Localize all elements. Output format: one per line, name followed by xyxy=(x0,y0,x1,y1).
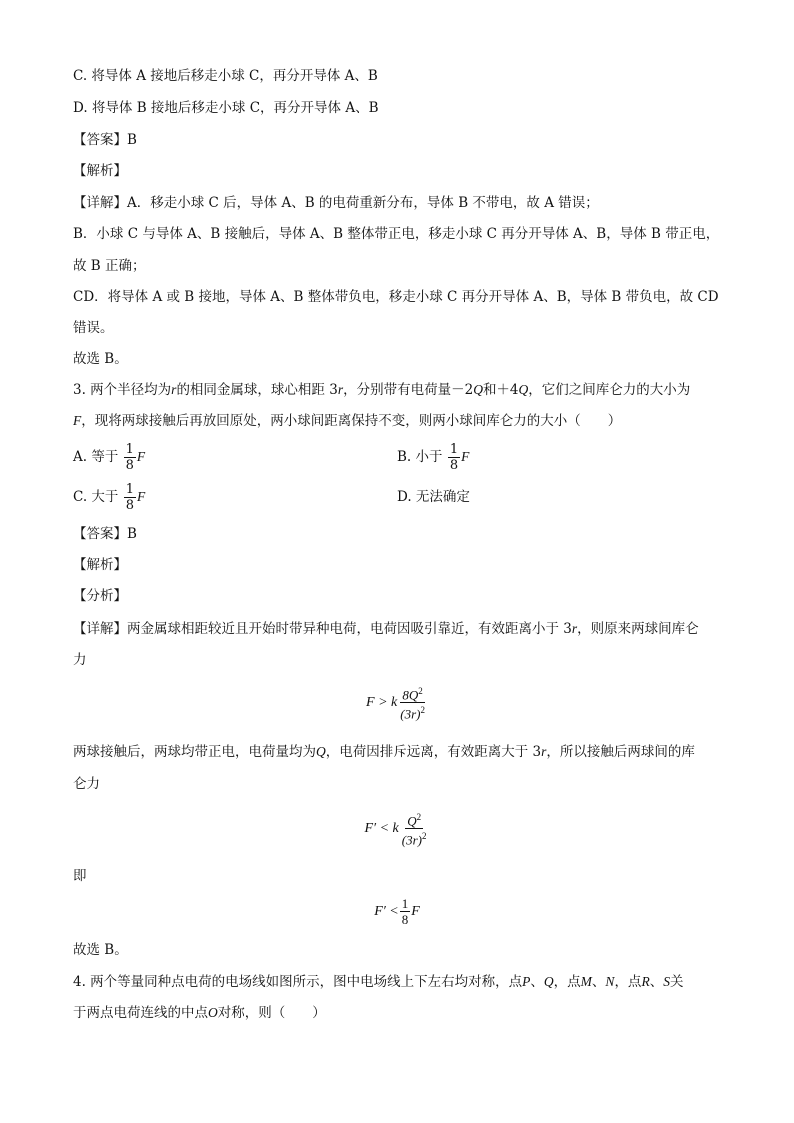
q3-fenxi-heading: 【分析】 xyxy=(73,588,127,604)
q4-stem-line2: 于两点电荷连线的中点O对称，则（ ） xyxy=(73,1005,326,1021)
q3-ji: 即 xyxy=(73,868,87,884)
fraction: $\frac{1}{8}$ xyxy=(125,482,135,513)
equation-1: F > k $\frac{8Q^2}{(3r)^2}$ xyxy=(366,686,425,722)
q3-detail-line2-cont: 仑力 xyxy=(73,776,100,792)
q3-option-a: A. 等于 $\frac{1}{8}$ F xyxy=(73,442,146,473)
q4-stem-line1: 4. 两个等量同种点电荷的电场线如图所示，图中电场线上下左右均对称，点P、Q，点M、N，点R、S关 xyxy=(73,974,684,990)
q3-detail-line2: 两球接触后，两球均带正电，电荷量均为Q，电荷因排斥远离，有效距离大于 3r，所以接触后两球间的库 xyxy=(73,744,695,760)
equation-3: F′ < $\frac{1}{8}$ F xyxy=(374,896,420,927)
q2-detail-cd-cont: 错误。 xyxy=(73,320,114,336)
q2-detail-b: B．小球 C 与导体 A、B 接触后，导体 A、B 整体带正电，移走小球 C 再分开导体 A、B，导体 B 带正电， xyxy=(73,226,720,242)
q3-stem-line2: F，现将两球接触后再放回原处，两小球间距离保持不变，则两小球间库仑力的大小（ ） xyxy=(73,413,622,429)
q3-option-c: C. 大于 $\frac{1}{8}$ F xyxy=(73,482,146,513)
q2-analysis-heading: 【解析】 xyxy=(73,163,127,179)
q3-stem-line1: 3. 两个半径均为r的相同金属球，球心相距 3r，分别带有电荷量－2Q和＋4Q，它们之间库仑力的大小为 xyxy=(73,382,691,398)
q2-option-d: D. 将导体 B 接地后移走小球 C，再分开导体 A、B xyxy=(73,100,379,116)
q3-option-d: D. 无法确定 xyxy=(397,489,470,505)
q2-conclusion: 故选 B。 xyxy=(73,351,128,367)
q3-answer: 【答案】B xyxy=(73,526,137,542)
q3-detail-line1-cont: 力 xyxy=(73,652,87,668)
equation-2: F′ < k $\frac{Q^2}{(3r)^2}$ xyxy=(364,812,427,848)
fraction: $\frac{1}{8}$ xyxy=(125,442,134,473)
q3-conclusion: 故选 B。 xyxy=(73,942,128,958)
q2-detail-a: 【详解】A．移走小球 C 后，导体 A、B 的电荷重新分布，导体 B 不带电，故 A 错误； xyxy=(73,195,599,211)
q3-option-b: B. 小于 $\frac{1}{8}$ F xyxy=(397,442,470,473)
q2-option-c: C. 将导体 A 接地后移走小球 C，再分开导体 A、B xyxy=(73,68,378,84)
q3-detail-line1: 【详解】两金属球相距较近且开始时带异种电荷，电荷因吸引靠近，有效距离小于 3r，则原来两球间库仑 xyxy=(73,621,699,637)
q2-detail-b-cont: 故 B 正确； xyxy=(73,258,146,274)
q2-answer: 【答案】B xyxy=(73,132,137,148)
fraction: $\frac{1}{8}$ xyxy=(449,442,459,473)
q3-analysis-heading: 【解析】 xyxy=(73,557,127,573)
q2-detail-cd: CD．将导体 A 或 B 接地，导体 A、B 整体带负电，移走小球 C 再分开导体 A、B，导体 B 带负电，故 CD xyxy=(73,289,719,305)
